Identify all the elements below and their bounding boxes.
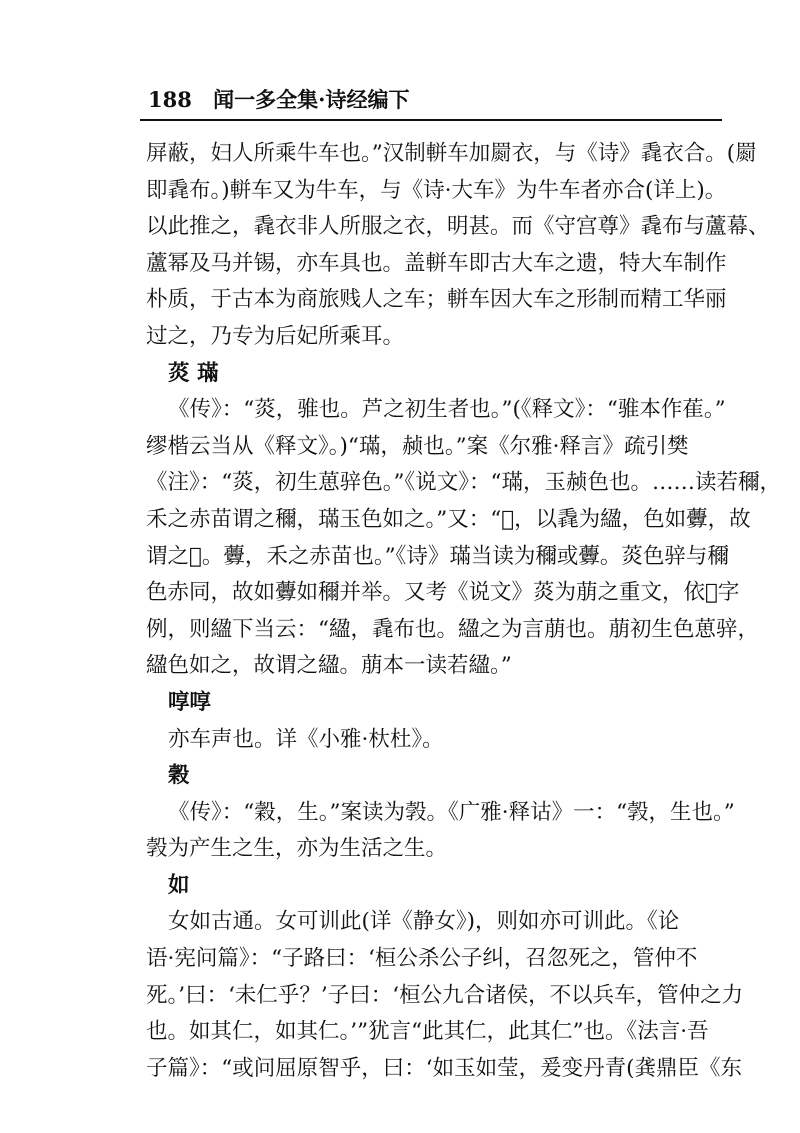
entry-heading: 菼 璊 — [168, 360, 219, 386]
text-line: 亦车声也。详《小雅·杕杜》。 — [168, 726, 444, 752]
text-line: 《传》：“穀，生。”案读为㝅。《广雅·释诂》一：“㝅，生也。” — [168, 799, 735, 825]
text-line: 色赤同，故如虋如穪并举。又考《说文》菼为萠之重文，依𤨔字 — [146, 580, 740, 606]
entry-heading: 如 — [168, 872, 190, 898]
running-header — [148, 84, 718, 114]
text-line: 㝅为产生之生，亦为生活之生。 — [146, 836, 448, 862]
text-line: 禾之赤苗谓之穪，璊玉色如之。”又：“𤨔，以毳为䋼，色如虋，故 — [146, 506, 751, 532]
body-text — [146, 136, 781, 1087]
text-line: 蘆幂及马并锡，亦车具也。盖軿车即古大车之遗，特大车制作 — [146, 250, 727, 276]
text-line: 《注》：“菼，初生葸骍色。”《说文》：“璊，玉赪色也。……读若穪， — [146, 470, 781, 496]
text-line: 缪楷云当从《释文》。)“璊，赪也。”案《尔雅·释言》疏引樊 — [146, 433, 689, 459]
text-line: 䋼色如之，故谓之䋼。萠本一读若䋼。” — [146, 653, 512, 679]
text-line: 以此推之，毳衣非人所服之衣，明甚。而《守宫尊》毳布与蘆幕、 — [146, 214, 770, 240]
page-number: 188 — [148, 87, 192, 112]
header-rule — [140, 119, 722, 121]
entry-heading: 啍啍 — [168, 689, 212, 715]
text-line: 例，则䋼下当云：“䋼，毳布也。䋼之为言萠也。萠初生色葸骍， — [146, 616, 759, 642]
text-line: 谓之𤨔。虋，禾之赤苗也。”《诗》璊当读为穪或虋。菼色骍与穪 — [146, 543, 729, 569]
text-line: 女如古通。女可训此(详《静女》)，则如亦可训此。《论 — [168, 909, 680, 935]
text-line: 即毳布。)軿车又为牛车，与《诗·大车》为牛车者亦合(详上)。 — [146, 177, 727, 203]
text-line: 子篇》：“或问屈原智乎，曰：‘如玉如莹，爰变丹青(龚鼎臣《东 — [146, 1055, 742, 1081]
running-title: 闻一多全集·诗经编下 — [213, 87, 410, 112]
text-line: 死。’曰：‘未仁乎？’子曰：‘桓公九合诸侯，不以兵车，管仲之力 — [146, 982, 744, 1008]
entry-heading: 穀 — [168, 763, 190, 789]
text-line: 屏蔽，妇人所乘牛车也。”汉制軿车加罽衣，与《诗》毳衣合。(罽 — [146, 141, 757, 166]
text-line: 朴质，于古本为商旅贱人之车；軿车因大车之形制而精工华丽 — [146, 287, 727, 313]
text-line: 也。如其仁，如其仁。’”犹言“此其仁，此其仁”也。《法言·吾 — [146, 1019, 709, 1045]
text-line: 语·宪问篇》：“子路曰：‘桓公杀公子纠，召忽死之，管仲不 — [146, 946, 698, 972]
text-line: 《传》：“菼，骓也。芦之初生者也。”(《释文》：“骓本作萑。” — [168, 397, 726, 423]
text-line: 过之，乃专为后妃所乘耳。 — [146, 323, 405, 349]
